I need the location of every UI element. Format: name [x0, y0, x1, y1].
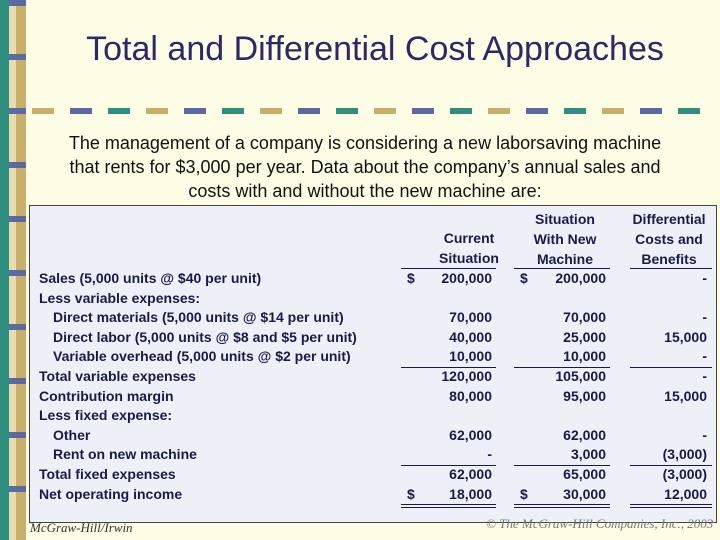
total-double-rule: [514, 504, 610, 505]
header-diff-line2: Costs and: [635, 231, 703, 247]
title-divider: [28, 108, 720, 114]
left-bar-block: [0, 486, 28, 540]
left-bar-block: [0, 162, 28, 216]
divider-dash: [450, 108, 472, 114]
current-value: 200,000: [441, 270, 492, 286]
row-label: Total variable expenses: [39, 368, 196, 384]
header-diff-line3: Benefits: [641, 251, 697, 267]
diff-value: -: [702, 309, 707, 326]
diff-value: (3,000): [662, 466, 707, 482]
intro-paragraph: The management of a company is considering a new laborsaving machine that rents for $3,000 per year. Data about the company’s annual sales and costs with and without the new machine are:: [68, 133, 662, 201]
row-label: Sales (5,000 units @ $40 per unit): [39, 270, 262, 286]
current-value: 62,000: [449, 426, 492, 443]
header-underline-current: [401, 268, 496, 269]
divider-dash: [526, 108, 548, 114]
current-value: 40,000: [449, 328, 492, 345]
new-value: 3,000: [570, 446, 606, 463]
header-new-line3: Machine: [536, 251, 593, 267]
header-diff: [619, 209, 719, 269]
header-current: [413, 228, 525, 268]
divider-dash: [108, 108, 130, 114]
subtotal-rule: [514, 367, 610, 368]
header-new: [515, 209, 615, 269]
row-label: Other: [53, 426, 91, 443]
row-label: Less variable expenses:: [39, 289, 201, 306]
divider-dash: [488, 108, 510, 114]
diff-value: 12,000: [664, 485, 707, 502]
left-bar-block: [0, 0, 28, 54]
row-label: Contribution margin: [39, 387, 174, 404]
row-label: Direct materials (5,000 units @ $14 per unit): [53, 309, 344, 326]
current-value: 18,000: [449, 485, 492, 502]
divider-dash: [146, 108, 168, 114]
divider-dash: [374, 108, 396, 114]
subtotal-rule: [630, 367, 712, 368]
header-new-line2: With New: [533, 231, 597, 247]
subtotal-rule: [401, 465, 496, 466]
current-value: 120,000: [441, 368, 492, 384]
current-value: 70,000: [449, 309, 492, 326]
current-value: 62,000: [449, 466, 492, 482]
total-double-rule: [401, 507, 496, 508]
divider-dash: [260, 108, 282, 114]
footer-copyright: © The McGraw-Hill Companies, Inc., 2003: [486, 516, 714, 531]
divider-dash: [640, 108, 662, 114]
total-double-rule: [630, 507, 712, 508]
row-label: Rent on new machine: [53, 446, 197, 463]
divider-dash: [184, 108, 206, 114]
cost-comparison-table: [29, 205, 717, 523]
current-dollar-sign: $: [407, 485, 415, 502]
footer-publisher: McGraw-Hill/Irwin: [30, 520, 133, 535]
current-value: 80,000: [449, 387, 492, 404]
new-value: 30,000: [563, 485, 606, 502]
current-value: -: [487, 446, 492, 463]
row-label: Net operating income: [39, 485, 183, 502]
divider-dash: [70, 108, 92, 114]
diff-value: 15,000: [664, 328, 707, 345]
row-label: Less fixed expense:: [39, 407, 173, 424]
diff-value: -: [702, 348, 707, 365]
new-value: 95,000: [563, 387, 606, 404]
total-double-rule: [401, 504, 496, 505]
header-underline-diff: [630, 268, 712, 269]
divider-dash: [298, 108, 320, 114]
total-double-rule: [630, 504, 712, 505]
divider-dash: [412, 108, 434, 114]
divider-dash: [564, 108, 586, 114]
diff-value: 15,000: [664, 387, 707, 404]
divider-dash: [222, 108, 244, 114]
new-value: 65,000: [563, 466, 606, 482]
divider-dash: [678, 108, 700, 114]
header-current-line1: Current: [443, 230, 495, 246]
left-bar-block: [0, 108, 28, 162]
header-diff-line1: Differential: [632, 211, 706, 227]
left-bar-block: [0, 324, 28, 378]
diff-value: (3,000): [662, 446, 707, 463]
new-value: 105,000: [555, 368, 606, 384]
diff-value: -: [702, 426, 707, 443]
left-decorative-bar: [0, 0, 28, 540]
new-dollar-sign: $: [520, 485, 528, 502]
new-value: 10,000: [563, 348, 606, 365]
header-underline-new: [514, 268, 610, 269]
row-label: Direct labor (5,000 units @ $8 and $5 per unit): [53, 328, 357, 345]
header-current-line2: Situation: [439, 250, 499, 266]
subtotal-rule: [630, 465, 712, 466]
divider-dash: [602, 108, 624, 114]
subtotal-rule: [401, 367, 496, 368]
row-label: Variable overhead (5,000 units @ $2 per unit): [53, 348, 351, 365]
new-value: 62,000: [563, 426, 606, 443]
left-bar-block: [0, 432, 28, 486]
divider-dash: [336, 108, 358, 114]
left-bar-block: [0, 54, 28, 108]
total-double-rule: [514, 507, 610, 508]
divider-dash: [32, 108, 54, 114]
left-bar-block: [0, 216, 28, 270]
left-bar-block: [0, 270, 28, 324]
new-value: 25,000: [563, 328, 606, 345]
current-value: 10,000: [449, 348, 492, 365]
slide-title: Total and Differential Cost Approaches: [86, 30, 664, 68]
current-dollar-sign: $: [407, 270, 415, 286]
new-value: 200,000: [555, 270, 606, 286]
diff-value: -: [702, 368, 707, 384]
left-bar-block: [0, 378, 28, 432]
new-value: 70,000: [563, 309, 606, 326]
subtotal-rule: [514, 465, 610, 466]
new-dollar-sign: $: [520, 270, 528, 286]
row-label: Total fixed expenses: [39, 466, 176, 482]
diff-value: -: [702, 270, 707, 286]
header-new-line1: Situation: [535, 211, 595, 227]
